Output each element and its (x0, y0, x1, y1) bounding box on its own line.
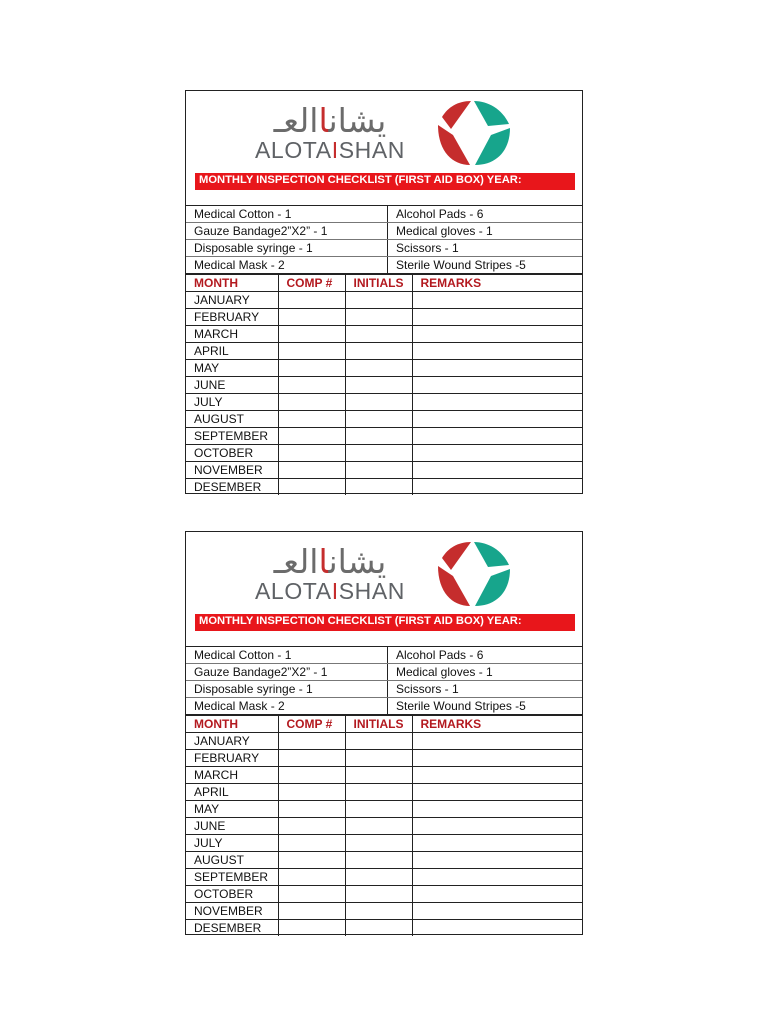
column-header-initials: INITIALS (345, 716, 412, 733)
supplies-row (186, 647, 582, 664)
table-header-row (186, 716, 582, 733)
remarks-cell[interactable] (412, 377, 582, 394)
card-header (186, 91, 582, 206)
logo-arabic-accent: ا (318, 101, 329, 140)
month-cell: NOVEMBER (186, 462, 278, 479)
initials-cell[interactable] (345, 479, 412, 496)
supply-item: Sterile Wound Stripes -5 (388, 257, 583, 275)
inspection-log-table (186, 716, 582, 936)
comp-cell[interactable] (278, 767, 345, 784)
initials-cell[interactable] (345, 360, 412, 377)
month-row (186, 784, 582, 801)
initials-cell[interactable] (345, 920, 412, 937)
initials-cell[interactable] (345, 326, 412, 343)
remarks-cell[interactable] (412, 852, 582, 869)
month-row (186, 750, 582, 767)
remarks-cell[interactable] (412, 360, 582, 377)
month-row (186, 818, 582, 835)
remarks-cell[interactable] (412, 835, 582, 852)
month-row (186, 394, 582, 411)
supply-item: Medical Mask - 2 (186, 698, 388, 716)
inspection-log-table (186, 275, 582, 495)
comp-cell[interactable] (278, 750, 345, 767)
initials-cell[interactable] (345, 886, 412, 903)
supplies-list (186, 206, 582, 275)
logo-english-part: SHAN (338, 578, 406, 604)
checklist-title: MONTHLY INSPECTION CHECKLIST (FIRST AID BOX) YEAR: (199, 174, 522, 186)
month-cell: JULY (186, 394, 278, 411)
supply-item: Gauze Bandage2”X2” - 1 (186, 664, 388, 681)
month-cell: OCTOBER (186, 886, 278, 903)
remarks-cell[interactable] (412, 750, 582, 767)
logo-arabic-part: العـ (273, 101, 319, 140)
month-cell: JULY (186, 835, 278, 852)
initials-cell[interactable] (345, 445, 412, 462)
supplies-row (186, 664, 582, 681)
comp-cell[interactable] (278, 835, 345, 852)
remarks-cell[interactable] (412, 326, 582, 343)
comp-cell[interactable] (278, 360, 345, 377)
supply-item: Alcohol Pads - 6 (388, 206, 583, 223)
comp-cell[interactable] (278, 292, 345, 309)
remarks-cell[interactable] (412, 920, 582, 937)
month-row (186, 309, 582, 326)
comp-cell[interactable] (278, 852, 345, 869)
month-cell: SEPTEMBER (186, 428, 278, 445)
initials-cell[interactable] (345, 411, 412, 428)
month-cell: JANUARY (186, 292, 278, 309)
company-logo-english (249, 578, 411, 604)
initials-cell[interactable] (345, 394, 412, 411)
initials-cell[interactable] (345, 852, 412, 869)
remarks-cell[interactable] (412, 445, 582, 462)
month-cell: SEPTEMBER (186, 869, 278, 886)
logo-arabic-part: يشان (328, 101, 387, 140)
comp-cell[interactable] (278, 869, 345, 886)
title-banner (195, 614, 575, 631)
initials-cell[interactable] (345, 801, 412, 818)
column-header-remarks: REMARKS (412, 716, 582, 733)
comp-cell[interactable] (278, 377, 345, 394)
supply-item: Sterile Wound Stripes -5 (388, 698, 583, 716)
month-row (186, 869, 582, 886)
month-row (186, 292, 582, 309)
initials-cell[interactable] (345, 309, 412, 326)
logo-english-accent: I (331, 578, 339, 604)
supply-item: Medical Mask - 2 (186, 257, 388, 275)
supply-item: Disposable syringe - 1 (186, 240, 388, 257)
company-logo-arabic (250, 103, 410, 139)
month-row (186, 479, 582, 496)
month-cell: AUGUST (186, 411, 278, 428)
comp-cell[interactable] (278, 394, 345, 411)
column-header-remarks: REMARKS (412, 275, 582, 292)
remarks-cell[interactable] (412, 767, 582, 784)
month-row (186, 852, 582, 869)
supplies-row (186, 698, 582, 716)
month-row (186, 903, 582, 920)
remarks-cell[interactable] (412, 733, 582, 750)
month-cell: APRIL (186, 343, 278, 360)
month-cell: FEBRUARY (186, 309, 278, 326)
month-cell: DESEMBER (186, 479, 278, 496)
supply-item: Medical gloves - 1 (388, 664, 583, 681)
month-row (186, 462, 582, 479)
logo-arabic-part: يشان (328, 542, 387, 581)
month-row (186, 343, 582, 360)
comp-cell[interactable] (278, 903, 345, 920)
checklist-title: MONTHLY INSPECTION CHECKLIST (FIRST AID BOX) YEAR: (199, 615, 522, 627)
comp-cell[interactable] (278, 411, 345, 428)
month-row (186, 326, 582, 343)
supply-item: Disposable syringe - 1 (186, 681, 388, 698)
month-row (186, 886, 582, 903)
column-header-month: MONTH (186, 716, 278, 733)
comp-cell[interactable] (278, 784, 345, 801)
comp-cell[interactable] (278, 309, 345, 326)
initials-cell[interactable] (345, 818, 412, 835)
initials-cell[interactable] (345, 292, 412, 309)
initials-cell[interactable] (345, 835, 412, 852)
logo-arabic-accent: ا (318, 542, 329, 581)
comp-cell[interactable] (278, 920, 345, 937)
remarks-cell[interactable] (412, 801, 582, 818)
initials-cell[interactable] (345, 767, 412, 784)
month-row (186, 835, 582, 852)
month-cell: MAY (186, 360, 278, 377)
remarks-cell[interactable] (412, 479, 582, 496)
month-cell: JANUARY (186, 733, 278, 750)
logo-english-part: SHAN (338, 137, 406, 163)
month-row (186, 767, 582, 784)
month-row (186, 411, 582, 428)
month-cell: JUNE (186, 377, 278, 394)
logo-english-part: ALOTA (254, 578, 332, 604)
month-row (186, 920, 582, 937)
initials-cell[interactable] (345, 343, 412, 360)
supplies-row (186, 257, 582, 275)
remarks-cell[interactable] (412, 462, 582, 479)
initials-cell[interactable] (345, 462, 412, 479)
remarks-cell[interactable] (412, 869, 582, 886)
supply-item: Alcohol Pads - 6 (388, 647, 583, 664)
remarks-cell[interactable] (412, 818, 582, 835)
supply-item: Scissors - 1 (388, 240, 583, 257)
column-header-month: MONTH (186, 275, 278, 292)
comp-cell[interactable] (278, 428, 345, 445)
column-header-comp: COMP # (278, 716, 345, 733)
table-header-row (186, 275, 582, 292)
month-cell: AUGUST (186, 852, 278, 869)
supply-item: Medical gloves - 1 (388, 223, 583, 240)
supplies-row (186, 206, 582, 223)
remarks-cell[interactable] (412, 784, 582, 801)
column-header-initials: INITIALS (345, 275, 412, 292)
initials-cell[interactable] (345, 733, 412, 750)
inspection-card-2 (185, 531, 583, 935)
initials-cell[interactable] (345, 377, 412, 394)
month-cell: APRIL (186, 784, 278, 801)
comp-cell[interactable] (278, 445, 345, 462)
month-cell: DESEMBER (186, 920, 278, 937)
supplies-row (186, 223, 582, 240)
comp-cell[interactable] (278, 801, 345, 818)
month-cell: JUNE (186, 818, 278, 835)
supplies-row (186, 240, 582, 257)
remarks-cell[interactable] (412, 411, 582, 428)
logo-english-part: ALOTA (254, 137, 332, 163)
company-logo-arabic (250, 544, 410, 580)
month-cell: NOVEMBER (186, 903, 278, 920)
initials-cell[interactable] (345, 903, 412, 920)
comp-cell[interactable] (278, 343, 345, 360)
comp-cell[interactable] (278, 326, 345, 343)
supply-item: Gauze Bandage2”X2” - 1 (186, 223, 388, 240)
supply-item: Scissors - 1 (388, 681, 583, 698)
remarks-cell[interactable] (412, 292, 582, 309)
comp-cell[interactable] (278, 462, 345, 479)
remarks-cell[interactable] (412, 394, 582, 411)
column-header-comp: COMP # (278, 275, 345, 292)
supplies-row (186, 681, 582, 698)
month-cell: MAY (186, 801, 278, 818)
month-cell: OCTOBER (186, 445, 278, 462)
initials-cell[interactable] (345, 784, 412, 801)
remarks-cell[interactable] (412, 903, 582, 920)
comp-cell[interactable] (278, 886, 345, 903)
month-cell: MARCH (186, 326, 278, 343)
remarks-cell[interactable] (412, 309, 582, 326)
comp-cell[interactable] (278, 733, 345, 750)
title-banner (195, 173, 575, 190)
supplies-list (186, 647, 582, 716)
comp-cell[interactable] (278, 818, 345, 835)
inspection-card-1 (185, 90, 583, 494)
supply-item: Medical Cotton - 1 (186, 647, 388, 664)
card-header (186, 532, 582, 647)
month-row (186, 428, 582, 445)
initials-cell[interactable] (345, 428, 412, 445)
remarks-cell[interactable] (412, 428, 582, 445)
month-cell: FEBRUARY (186, 750, 278, 767)
month-row (186, 377, 582, 394)
logo-english-accent: I (331, 137, 339, 163)
company-emblem-icon (430, 95, 514, 171)
logo-arabic-part: العـ (273, 542, 319, 581)
remarks-cell[interactable] (412, 886, 582, 903)
remarks-cell[interactable] (412, 343, 582, 360)
company-emblem-icon (430, 536, 514, 612)
month-row (186, 801, 582, 818)
month-cell: MARCH (186, 767, 278, 784)
supply-item: Medical Cotton - 1 (186, 206, 388, 223)
initials-cell[interactable] (345, 869, 412, 886)
initials-cell[interactable] (345, 750, 412, 767)
company-logo-english (249, 137, 411, 163)
month-row (186, 445, 582, 462)
month-row (186, 733, 582, 750)
month-row (186, 360, 582, 377)
comp-cell[interactable] (278, 479, 345, 496)
